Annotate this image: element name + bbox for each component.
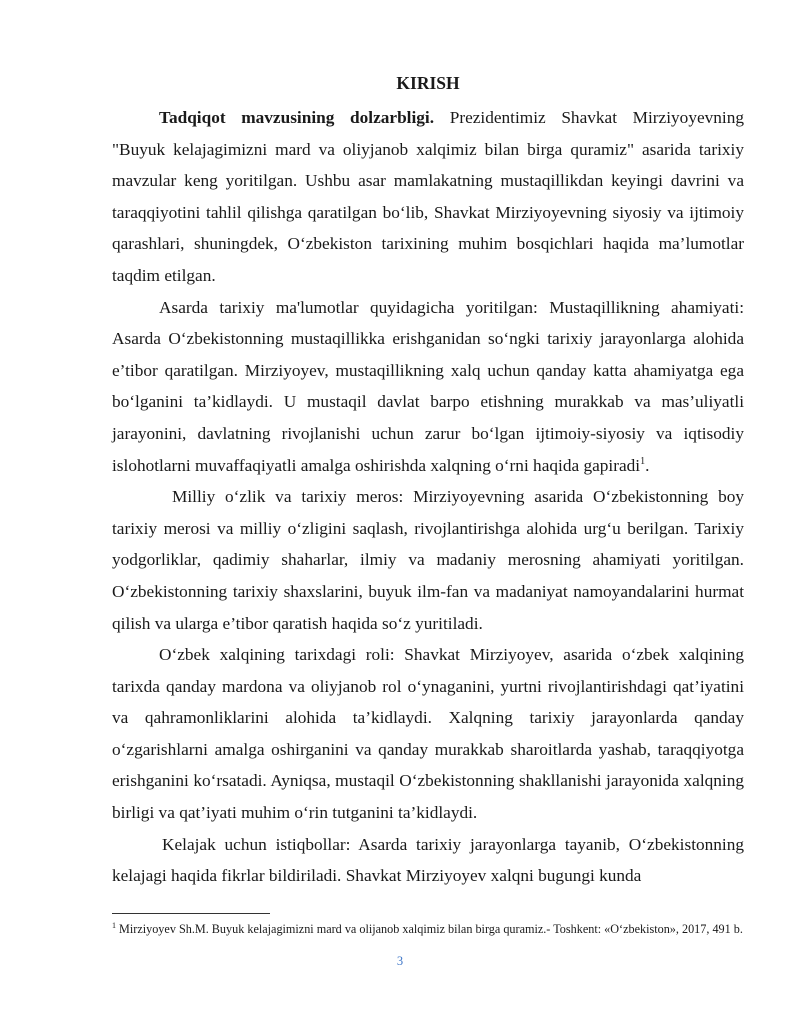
page-number: 3 — [396, 954, 404, 968]
paragraph-people-role: O‘zbek xalqining tarixdagi roli: Shavkat Mirziyoyev, asarida o‘zbek xalqining tarixda qanday mardona va oliyjanob rol o‘ynaganini, yurtni rivojlantirishdagi qat’iyatini va qahramonliklarini alohida ta’kidlaydi. Xalqning tarixiy jarayonlarda qanday o‘zgarishlarni amalga oshirganini va qanday murakkab sharoitlarda yashab, taraqqiyotga erishganini ko‘rsatadi. Ayniqsa, mustaqil O‘zbekistonning shakllanishi jarayonida xalqning birligi va qat’iyati muhim o‘rin tutganini ta’kidlaydi. — [112, 645, 744, 823]
paragraph-independence-text: Asarda tarixiy ma'lumotlar quyidagicha yoritilgan: Mustaqillikning ahamiyati: Asarda O‘zbekistonning mustaqillikka erishganidan so‘ngki tarixiy jarayonlarga alohida e’tibor qaratilgan. Mirziyoyev, mustaqillikning xalq uchun qanday katta ahamiyatga ega bo‘lganini ta’kidlaydi. U mustaqil davlat barpo etishning murakkab va mas’uliyatli jarayonini, davlatning rivojlanishi uchun zarur bo‘lgan ijtimoiy-siyosiy va iqtisodiy islohotlarni muvaffaqiyatli amalga oshirishda xalqning o‘rni haqida gapiradi — [112, 297, 744, 475]
footnote — [112, 920, 744, 938]
footnote-reference[interactable]: 1 — [640, 455, 646, 467]
footnote-number: 1 — [112, 920, 116, 930]
paragraph-independence — [112, 292, 744, 482]
document-page — [112, 72, 744, 892]
section-title: KIRISH — [396, 73, 460, 93]
paragraph-heritage: Milliy o‘zlik va tarixiy meros: Mirziyoyevning asarida O‘zbekistonning boy tarixiy merosi va milliy o‘zligini saqlash, rivojlantirishga alohida urg‘u berilgan. Tarixiy yodgorliklar, qadimiy shaharlar, ilmiy va madaniy merosning ahamiyati yoritilgan. O‘zbekistonning tarixiy shaxslarini, buyuk ilm-fan va madaniyat namoyandalarini hurmat qilish va ularga e’tibor qaratish haqida so‘z yuritiladi. — [112, 487, 744, 633]
footnote-separator — [112, 913, 270, 914]
paragraph-prospects: Kelajak uchun istiqbollar: Asarda tarixiy jarayonlarga tayanib, O‘zbekistonning kelajagi haqida fikrlar bildiriladi. Shavkat Mirziyoyev xalqni bugungi kunda — [112, 834, 744, 886]
intro-text: Prezidentimiz Shavkat Mirziyoyevning "Buyuk kelajagimizni mard va oliyjanob xalqimiz bilan birga quramiz" asarida tarixiy mavzular keng yoritilgan. Ushbu asar mamlakatning mustaqillikdan keyingi davrini va taraqqiyotini tahlil qilishga qaratilgan bo‘lib, Shavkat Mirziyoyevning siyosiy va ijtimoiy qarashlari, shuningdek, O‘zbekiston tarixining muhim bosqichlari haqida ma’lumotlar taqdim etilgan. — [112, 108, 744, 285]
paragraph-intro — [112, 102, 744, 292]
intro-lead: Tadqiqot mavzusining dolzarbligi. — [159, 108, 435, 127]
footnote-text: Mirziyoyev Sh.M. Buyuk kelajagimizni mard va olijanob xalqimiz bilan birga quramiz.- Toshkent: «O‘zbekiston», 2017, 491 b. — [116, 922, 743, 936]
paragraph-independence-end: . — [645, 455, 650, 475]
